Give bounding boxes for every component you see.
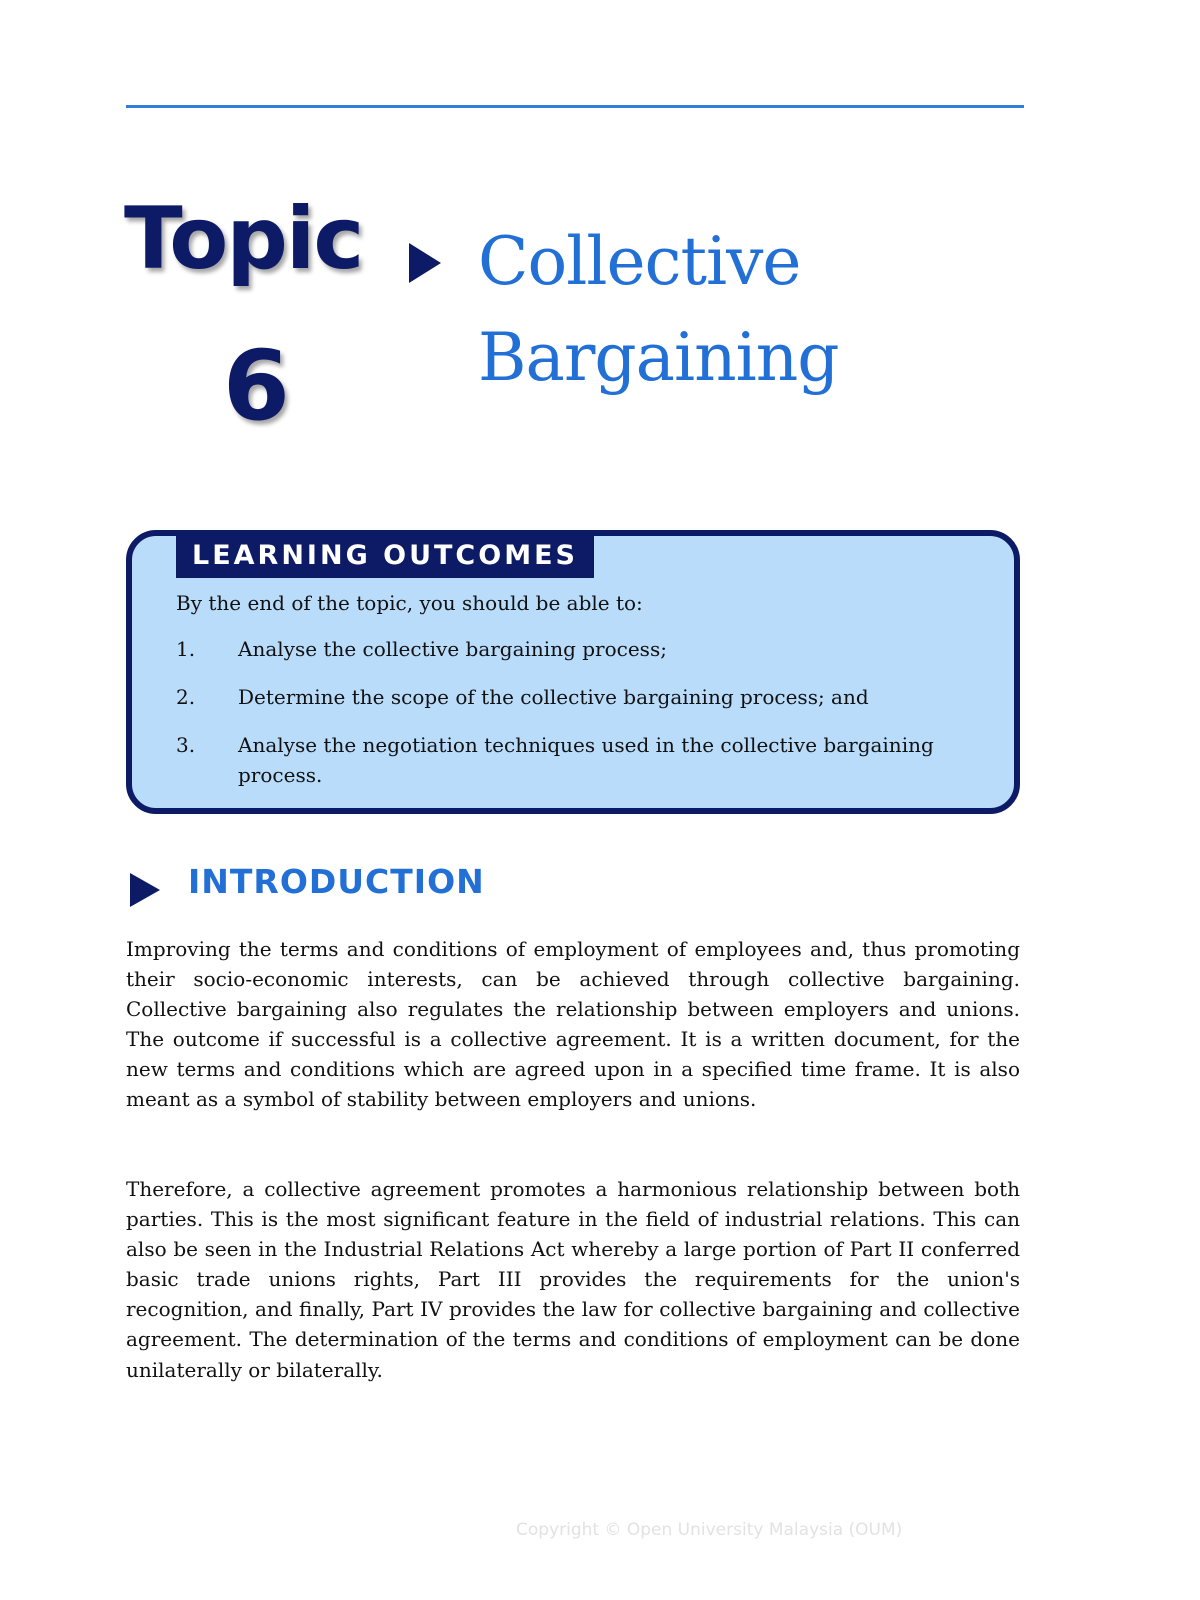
learning-outcomes-intro: By the end of the topic, you should be able to: [176,591,643,615]
play-arrow-icon [409,243,441,283]
outcome-text: Determine the scope of the collective bargaining process; and [238,685,869,709]
topic-number: 6 [223,330,290,442]
outcome-item [176,682,996,712]
copyright-watermark: Copyright © Open University Malaysia (OUM) [516,1520,903,1540]
outcome-item [176,730,996,790]
outcome-number: 2. [176,685,196,709]
introduction-heading: INTRODUCTION [188,862,485,901]
chapter-title: Collective Bargaining [478,223,839,396]
learning-outcomes-label: LEARNING OUTCOMES [176,534,594,578]
outcome-item [176,634,996,664]
outcome-number: 3. [176,733,196,757]
outcome-number: 1. [176,637,196,661]
body-paragraph: Improving the terms and conditions of employment of employees and, thus promoting their socio-economic interests, can be achieved through collective bargaining. Collective bargaining also regulates the relationship between employers and unions. The outcome if successful is a collective agreement. It is a written document, for the new terms and conditions which are agreed upon in a specified time frame. It is also meant as a symbol of stability between employers and unions. [126,937,1020,1112]
body-paragraph: Therefore, a collective agreement promotes a harmonious relationship between both parties. This is the most significant feature in the field of industrial relations. This can also be seen in the Industrial Relations Act whereby a large portion of Part II conferred basic trade unions rights, Part III provides the requirements for the union's recognition, and finally, Part IV provides the law for collective bargaining and collective agreement. The determination of the terms and conditions of employment can be done unilaterally or bilaterally. [126,1177,1020,1382]
outcome-text: Analyse the negotiation techniques used in the collective bargaining process. [238,733,934,787]
topic-word: Topic [124,189,363,289]
top-rule [126,105,1024,108]
outcome-text: Analyse the collective bargaining process; [238,637,667,661]
play-arrow-icon [130,873,160,907]
